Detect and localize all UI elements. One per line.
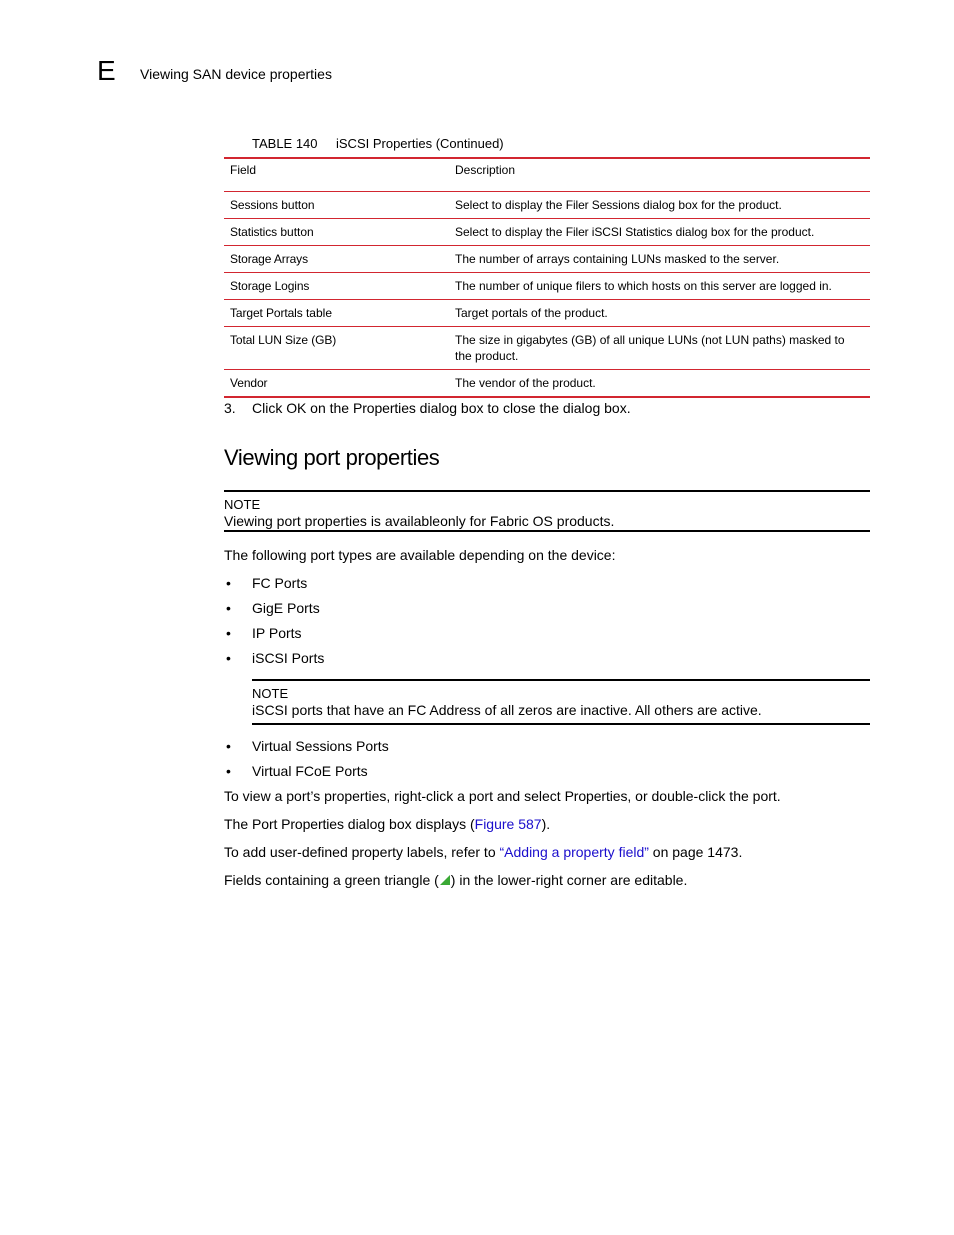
field-suffix: table <box>302 306 332 320</box>
properties-label: Properties <box>564 788 628 804</box>
list-item <box>224 762 389 780</box>
port-types-list <box>224 574 324 674</box>
running-header: Viewing SAN device properties <box>140 66 332 82</box>
description-text: The vendor of the product. <box>455 376 596 390</box>
description-text: The number of arrays containing LUNs masked to the server. <box>455 252 780 266</box>
table-row <box>224 192 870 219</box>
list-item-text: FC Ports <box>252 575 308 591</box>
field-name: Sessions <box>230 198 278 212</box>
description-cell <box>449 246 870 273</box>
list-item <box>224 624 324 642</box>
field-cell <box>224 246 449 273</box>
description-text: Select to display the <box>455 198 566 212</box>
description-text: Select to display the <box>455 225 566 239</box>
virtual-port-types-list <box>224 737 389 787</box>
description-text: dialog box for the product. <box>639 198 782 212</box>
field-name: Total LUN Size (GB) <box>230 333 337 347</box>
description-cell <box>449 370 870 398</box>
step-3 <box>224 399 631 417</box>
bullet-icon: • <box>226 763 231 779</box>
description-cell <box>449 192 870 219</box>
step-text-end: dialog box to close the dialog box. <box>415 400 631 416</box>
description-cell <box>449 273 870 300</box>
field-suffix: button <box>277 198 315 212</box>
text: To add user-defined property labels, refer to <box>224 844 500 860</box>
step-text: Click <box>252 400 287 416</box>
bullet-icon: • <box>226 625 231 641</box>
field-cell <box>224 219 449 246</box>
bullet-icon: • <box>226 650 231 666</box>
view-properties-paragraph <box>224 787 781 805</box>
field-name: Storage Arrays <box>230 252 308 266</box>
description-cell <box>449 219 870 246</box>
description-text: The size in gigabytes (GB) of all unique LUNs (not LUN paths) masked to the product. <box>455 333 845 363</box>
column-header-description: Description <box>449 158 870 192</box>
note-box <box>224 490 870 532</box>
description-cell <box>449 300 870 327</box>
description-text: dialog box for the product. <box>672 225 815 239</box>
table-row <box>224 273 870 300</box>
field-name: Target Portals <box>230 306 303 320</box>
field-cell <box>224 192 449 219</box>
intro-paragraph: The following port types are available depending on the device: <box>224 547 616 563</box>
field-name: Statistics <box>230 225 278 239</box>
text: ) in the lower-right corner are editable. <box>450 872 688 888</box>
figure-link[interactable]: Figure 587 <box>474 816 542 832</box>
step-number: 3. <box>224 400 236 416</box>
description-text: The number of unique filers to which hosts on this server are logged in. <box>455 279 832 293</box>
table-title: iSCSI Properties (Continued) <box>336 136 504 151</box>
table-header-row <box>224 158 870 192</box>
bullet-icon: • <box>226 600 231 616</box>
table-number: TABLE 140 <box>252 136 318 151</box>
note-text: Viewing port properties is availableonly for Fabric OS products. <box>224 513 615 529</box>
editable-fields-paragraph <box>224 871 687 890</box>
field-name: Storage Logins <box>230 279 310 293</box>
dialog-paragraph <box>224 815 550 833</box>
table-row <box>224 370 870 398</box>
description-text: Filer iSCSI Statistics <box>565 225 673 239</box>
list-item <box>224 737 389 755</box>
field-suffix: button <box>277 225 314 239</box>
table-caption <box>252 135 504 153</box>
text: ). <box>541 816 551 832</box>
field-cell <box>224 370 449 398</box>
note-text: iSCSI ports that have an FC Address of all zeros are inactive. All others are active. <box>252 702 762 718</box>
table-row <box>224 300 870 327</box>
bullet-icon: • <box>226 575 231 591</box>
table-row <box>224 246 870 273</box>
section-title: Viewing port properties <box>224 445 440 470</box>
note-box-iscsi <box>252 679 870 725</box>
note-heading: NOTE <box>252 686 289 701</box>
column-header-field: Field <box>224 158 449 192</box>
text: on page 1473. <box>648 844 743 860</box>
field-name: Vendor <box>230 376 268 390</box>
step-text-mid: on the <box>306 400 353 416</box>
list-item-text: Virtual Sessions Ports <box>252 738 389 754</box>
text: dialog box displays ( <box>343 816 475 832</box>
field-cell <box>224 273 449 300</box>
list-item <box>224 574 324 592</box>
list-item <box>224 599 324 617</box>
property-labels-paragraph <box>224 843 742 861</box>
field-cell <box>224 300 449 327</box>
text: The <box>224 816 253 832</box>
list-item-text: GigE Ports <box>252 600 320 616</box>
properties-label: Properties <box>352 400 416 416</box>
ok-label: OK <box>286 400 307 416</box>
list-item <box>224 649 324 667</box>
chapter-letter: E <box>97 55 116 86</box>
green-triangle-icon <box>439 872 451 890</box>
field-cell <box>224 327 449 370</box>
text: To view a port’s properties, right-click a port and select <box>224 788 565 804</box>
port-properties-label: Port Properties <box>252 816 344 832</box>
description-text: Filer Sessions <box>565 198 640 212</box>
table-row <box>224 219 870 246</box>
bullet-icon: • <box>226 738 231 754</box>
list-item-text: Virtual FCoE Ports <box>252 763 368 779</box>
description-text: Target portals of the product. <box>455 306 608 320</box>
properties-table <box>224 157 870 398</box>
text: , or double-click the port. <box>627 788 781 804</box>
list-item-text: iSCSI Ports <box>252 650 325 666</box>
table-row <box>224 327 870 370</box>
adding-property-field-link[interactable]: “Adding a property field” <box>499 844 649 860</box>
description-cell <box>449 327 870 370</box>
list-item-text: IP Ports <box>252 625 302 641</box>
text: Fields containing a green triangle ( <box>224 872 439 888</box>
note-heading: NOTE <box>224 497 261 512</box>
